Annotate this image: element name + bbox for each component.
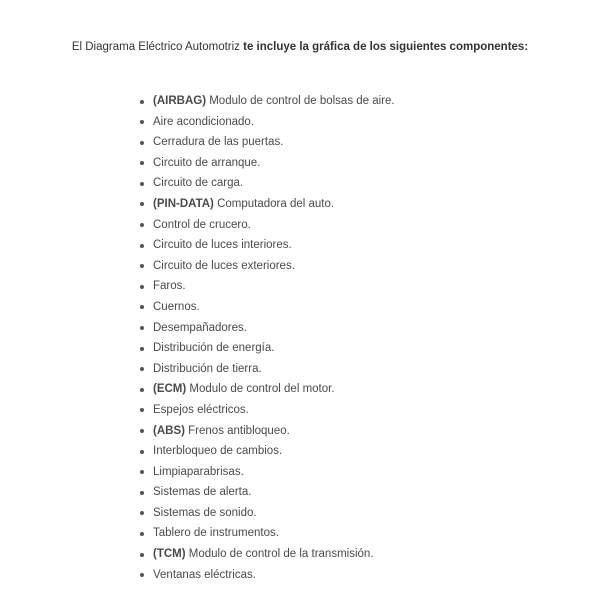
list-item	[0, 462, 600, 483]
list-item	[0, 112, 600, 133]
bullet-icon	[140, 202, 144, 206]
bullet-icon	[140, 285, 144, 289]
list-item	[0, 565, 600, 586]
list-item-text: Circuito de luces interiores.	[153, 239, 292, 252]
list-item	[0, 194, 600, 215]
list-item-text: Modulo de control del motor.	[186, 383, 335, 396]
bullet-icon	[140, 408, 144, 412]
list-item-text: Computadora del auto.	[213, 197, 335, 210]
list-item-text: Modulo de control de la transmisión.	[185, 548, 374, 561]
bullet-icon	[140, 532, 144, 536]
list-item-text: Faros.	[153, 280, 186, 293]
bullet-icon	[140, 450, 144, 454]
list-item-text: Circuito de arranque.	[153, 156, 261, 169]
intro-bold-text: te incluye la gráfica de los siguientes componentes:	[243, 41, 529, 53]
list-item	[0, 338, 600, 359]
list-item-text: Cuernos.	[153, 300, 200, 313]
bullet-icon	[140, 223, 144, 227]
list-item	[0, 318, 600, 339]
list-item-text: Distribución de energía.	[153, 342, 275, 355]
list-item-text: Frenos antibloqueo.	[184, 424, 290, 437]
list-item	[0, 276, 600, 297]
list-item-text: Espejos eléctricos.	[153, 403, 249, 416]
list-item-bold-prefix: (AIRBAG)	[153, 95, 207, 107]
list-item	[0, 359, 600, 380]
bullet-icon	[140, 491, 144, 495]
list-item-bold-prefix: (TCM)	[153, 548, 186, 561]
list-item	[0, 441, 600, 462]
bullet-icon	[140, 347, 144, 351]
list-item-text: Sistemas de alerta.	[153, 486, 252, 499]
list-item	[0, 482, 600, 503]
list-item	[0, 215, 600, 236]
list-item	[0, 503, 600, 524]
bullet-icon	[140, 429, 144, 433]
list-item-text: Control de crucero.	[153, 218, 251, 231]
list-item	[0, 544, 600, 565]
bullet-icon	[140, 182, 144, 186]
bullet-icon	[140, 100, 144, 104]
list-item	[0, 91, 600, 112]
list-item	[0, 379, 600, 400]
bullet-icon	[140, 305, 144, 309]
list-item-text: Sistemas de sonido.	[153, 506, 257, 519]
bullet-icon	[140, 470, 144, 474]
list-item-bold-prefix: (PIN-DATA)	[153, 197, 214, 210]
bullet-icon	[140, 141, 144, 145]
list-item	[0, 400, 600, 421]
list-item-text: Interbloqueo de cambios.	[153, 445, 283, 458]
intro-normal-text: El Diagrama Eléctrico Automotriz	[71, 41, 244, 53]
bullet-icon	[140, 244, 144, 248]
list-item-text: Circuito de carga.	[153, 177, 244, 190]
list-item-text: Limpiaparabrisas.	[153, 465, 244, 478]
bullet-icon	[140, 120, 144, 124]
list-item-text: Circuito de luces exteriores.	[153, 259, 295, 272]
bullet-icon	[140, 161, 144, 165]
bullet-icon	[140, 326, 144, 330]
list-item-bold-prefix: (ABS)	[153, 424, 185, 437]
list-item	[0, 173, 600, 194]
bullet-icon	[140, 388, 144, 392]
list-item-bold-prefix: (ECM)	[153, 383, 187, 396]
list-item	[0, 523, 600, 544]
list-item	[0, 421, 600, 442]
component-list	[0, 91, 600, 585]
list-item-text: Tablero de instrumentos.	[153, 527, 279, 540]
list-item-text: Desempañadores.	[153, 321, 247, 334]
bullet-icon	[140, 511, 144, 515]
bullet-icon	[140, 367, 144, 371]
list-item	[0, 297, 600, 318]
list-item	[0, 132, 600, 153]
bullet-icon	[140, 553, 144, 557]
list-item-text: Aire acondicionado.	[153, 115, 255, 128]
list-item	[0, 235, 600, 256]
list-item-text: Modulo de control de bolsas de aire.	[206, 95, 395, 107]
bullet-icon	[140, 573, 144, 577]
list-item-text: Ventanas eléctricas.	[153, 568, 256, 581]
list-item-text: Cerradura de las puertas.	[153, 136, 284, 149]
list-item-text: Distribución de tierra.	[153, 362, 262, 375]
list-item	[0, 153, 600, 174]
list-item	[0, 256, 600, 277]
bullet-icon	[140, 264, 144, 268]
intro-paragraph	[60, 39, 540, 55]
